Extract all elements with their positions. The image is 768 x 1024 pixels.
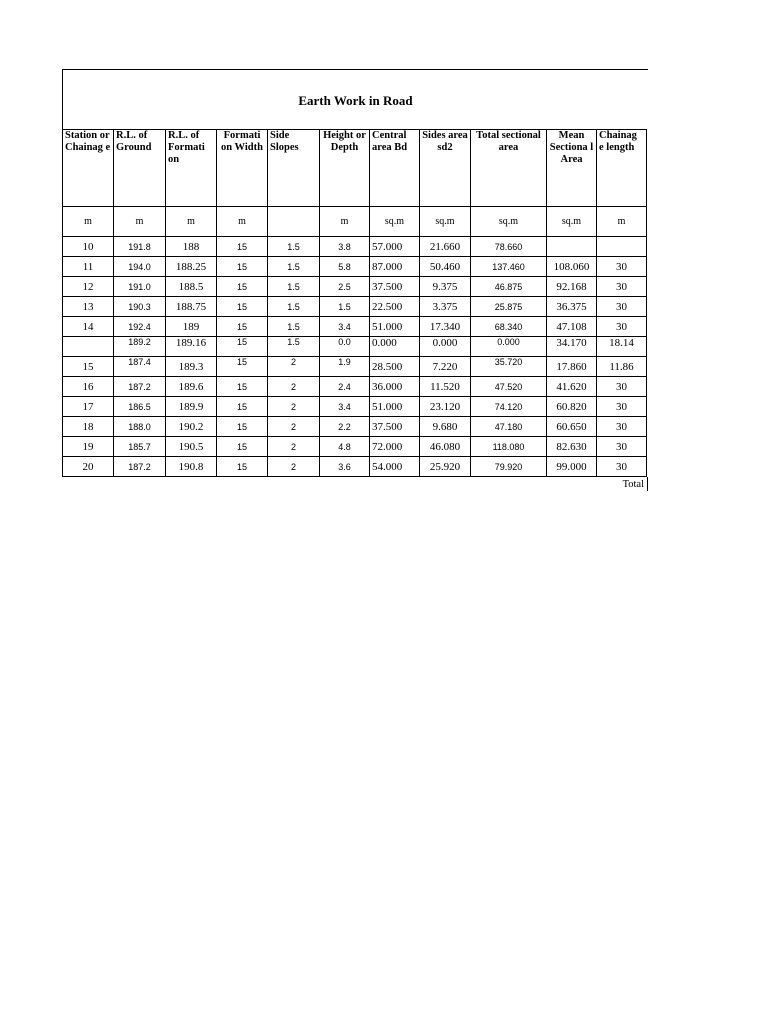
- table-row: [63, 297, 647, 317]
- table-cell: 2: [268, 357, 320, 377]
- table-cell: 192.4: [114, 317, 166, 337]
- table-row: [63, 357, 647, 377]
- table-cell: 30: [597, 377, 647, 397]
- unit-cell: [268, 207, 320, 237]
- table-cell: 186.5: [114, 397, 166, 417]
- table-cell: 1.5: [268, 237, 320, 257]
- table-cell: 47.520: [471, 377, 547, 397]
- table-cell: 188: [166, 237, 217, 257]
- sides-area-header: Sides area sd2: [420, 130, 471, 207]
- table-cell: 11.86: [597, 357, 647, 377]
- unit-cell: m: [166, 207, 217, 237]
- table-cell: 36.000: [370, 377, 420, 397]
- rl-ground-header: R.L. of Ground: [114, 130, 166, 207]
- table-cell: 15: [217, 237, 268, 257]
- table-cell: 25.875: [471, 297, 547, 317]
- table-cell: 1.5: [268, 337, 320, 357]
- table-row: [63, 457, 647, 477]
- table-cell: 22.500: [370, 297, 420, 317]
- table-row: [63, 277, 647, 297]
- table-cell: 18.14: [597, 337, 647, 357]
- table-cell: 11: [63, 257, 114, 277]
- table-cell: 12: [63, 277, 114, 297]
- total-label: Total: [622, 479, 644, 490]
- table-cell: 9.375: [420, 277, 471, 297]
- table-cell: 1.5: [268, 297, 320, 317]
- unit-cell: m: [597, 207, 647, 237]
- table-cell: 37.500: [370, 417, 420, 437]
- table-cell: 46.080: [420, 437, 471, 457]
- station-header: Station or Chainag e: [63, 130, 114, 207]
- units-row: [63, 207, 647, 237]
- table-cell: [597, 237, 647, 257]
- table-cell: 15: [217, 457, 268, 477]
- table-cell: 3.8: [320, 237, 370, 257]
- table-cell: 60.650: [547, 417, 597, 437]
- table-cell: 15: [217, 357, 268, 377]
- side-slopes-header: Side Slopes: [268, 130, 320, 207]
- table-cell: 30: [597, 317, 647, 337]
- earthwork-table: [62, 129, 647, 477]
- table-cell: 15: [217, 377, 268, 397]
- total-area-header: Total sectional area: [471, 130, 547, 207]
- unit-cell: m: [217, 207, 268, 237]
- table-cell: 30: [597, 397, 647, 417]
- table-cell: 51.000: [370, 317, 420, 337]
- table-cell: 30: [597, 297, 647, 317]
- table-cell: 41.620: [547, 377, 597, 397]
- unit-cell: m: [320, 207, 370, 237]
- table-cell: 30: [597, 437, 647, 457]
- table-cell: 92.168: [547, 277, 597, 297]
- table-cell: 21.660: [420, 237, 471, 257]
- table-cell: 82.630: [547, 437, 597, 457]
- table-cell: 189.2: [114, 337, 166, 357]
- table-cell: 15: [217, 337, 268, 357]
- table-cell: 118.080: [471, 437, 547, 457]
- table-cell: [63, 337, 114, 357]
- table-cell: 34.170: [547, 337, 597, 357]
- table-cell: 37.500: [370, 277, 420, 297]
- table-cell: 51.000: [370, 397, 420, 417]
- table-cell: 3.4: [320, 397, 370, 417]
- chainage-length-header: Chainag e length: [597, 130, 647, 207]
- table-cell: 47.108: [547, 317, 597, 337]
- table-cell: 15: [217, 257, 268, 277]
- table-cell: 25.920: [420, 457, 471, 477]
- table-cell: 137.460: [471, 257, 547, 277]
- table-cell: 60.820: [547, 397, 597, 417]
- table-cell: 54.000: [370, 457, 420, 477]
- table-cell: 18: [63, 417, 114, 437]
- table-cell: 187.2: [114, 457, 166, 477]
- table-cell: 2: [268, 417, 320, 437]
- table-cell: 189.16: [166, 337, 217, 357]
- unit-cell: m: [63, 207, 114, 237]
- table-cell: 30: [597, 457, 647, 477]
- table-cell: 2.5: [320, 277, 370, 297]
- table-cell: 47.180: [471, 417, 547, 437]
- table-cell: 2.4: [320, 377, 370, 397]
- table-cell: 5.8: [320, 257, 370, 277]
- formation-width-header: Formati on Width: [217, 130, 268, 207]
- table-cell: 17.340: [420, 317, 471, 337]
- table-row: [63, 317, 647, 337]
- total-row-edge: [647, 477, 648, 491]
- table-cell: 0.0: [320, 337, 370, 357]
- table-cell: 50.460: [420, 257, 471, 277]
- table-row: [63, 437, 647, 457]
- table-cell: 87.000: [370, 257, 420, 277]
- unit-cell: sq.m: [420, 207, 471, 237]
- table-cell: 2: [268, 437, 320, 457]
- table-cell: 188.0: [114, 417, 166, 437]
- table-cell: 108.060: [547, 257, 597, 277]
- table-cell: 99.000: [547, 457, 597, 477]
- table-cell: 68.340: [471, 317, 547, 337]
- table-cell: 15: [217, 297, 268, 317]
- table-cell: 30: [597, 417, 647, 437]
- table-cell: 187.4: [114, 357, 166, 377]
- table-cell: 188.5: [166, 277, 217, 297]
- table-cell: 57.000: [370, 237, 420, 257]
- spreadsheet: [62, 69, 648, 490]
- table-cell: 0.000: [471, 337, 547, 357]
- table-cell: 72.000: [370, 437, 420, 457]
- table-cell: 1.5: [320, 297, 370, 317]
- table-cell: 16: [63, 377, 114, 397]
- central-area-header: Central area Bd: [370, 130, 420, 207]
- table-cell: 15: [217, 397, 268, 417]
- table-cell: 2: [268, 457, 320, 477]
- table-cell: 189.9: [166, 397, 217, 417]
- table-cell: 188.25: [166, 257, 217, 277]
- unit-cell: sq.m: [471, 207, 547, 237]
- table-cell: 1.9: [320, 357, 370, 377]
- table-cell: 189: [166, 317, 217, 337]
- table-cell: 10: [63, 237, 114, 257]
- table-row: [63, 337, 647, 357]
- table-row: [63, 417, 647, 437]
- table-cell: 11.520: [420, 377, 471, 397]
- table-cell: 15: [63, 357, 114, 377]
- table-cell: 74.120: [471, 397, 547, 417]
- table-cell: 30: [597, 277, 647, 297]
- table-cell: 17: [63, 397, 114, 417]
- table-cell: 2: [268, 397, 320, 417]
- table-cell: 189.3: [166, 357, 217, 377]
- table-cell: 7.220: [420, 357, 471, 377]
- table-cell: 46.875: [471, 277, 547, 297]
- table-cell: 23.120: [420, 397, 471, 417]
- table-cell: 15: [217, 437, 268, 457]
- table-cell: 2.2: [320, 417, 370, 437]
- table-title: Earth Work in Road: [298, 93, 413, 108]
- table-cell: 190.8: [166, 457, 217, 477]
- table-cell: 1.5: [268, 277, 320, 297]
- table-cell: 1.5: [268, 317, 320, 337]
- table-cell: 36.375: [547, 297, 597, 317]
- table-cell: 35.720: [471, 357, 547, 377]
- header-row: [63, 130, 647, 207]
- table-cell: [547, 237, 597, 257]
- table-row: [63, 257, 647, 277]
- unit-cell: m: [114, 207, 166, 237]
- table-cell: 15: [217, 317, 268, 337]
- table-cell: 3.4: [320, 317, 370, 337]
- table-row: [63, 377, 647, 397]
- unit-cell: sq.m: [547, 207, 597, 237]
- table-cell: 194.0: [114, 257, 166, 277]
- table-cell: 17.860: [547, 357, 597, 377]
- table-cell: 28.500: [370, 357, 420, 377]
- table-cell: 3.6: [320, 457, 370, 477]
- table-cell: 14: [63, 317, 114, 337]
- table-cell: 3.375: [420, 297, 471, 317]
- table-cell: 190.5: [166, 437, 217, 457]
- table-cell: 79.920: [471, 457, 547, 477]
- table-cell: 185.7: [114, 437, 166, 457]
- table-cell: 191.0: [114, 277, 166, 297]
- table-cell: 2: [268, 377, 320, 397]
- table-cell: 187.2: [114, 377, 166, 397]
- unit-cell: sq.m: [370, 207, 420, 237]
- mean-area-header: Mean Sectiona l Area: [547, 130, 597, 207]
- table-cell: 15: [217, 417, 268, 437]
- table-cell: 190.3: [114, 297, 166, 317]
- table-cell: 0.000: [420, 337, 471, 357]
- table-cell: 188.75: [166, 297, 217, 317]
- table-cell: 19: [63, 437, 114, 457]
- table-cell: 9.680: [420, 417, 471, 437]
- table-cell: 20: [63, 457, 114, 477]
- table-cell: 1.5: [268, 257, 320, 277]
- table-row: [63, 237, 647, 257]
- title-cell: [62, 69, 648, 129]
- height-depth-header: Height or Depth: [320, 130, 370, 207]
- table-cell: 30: [597, 257, 647, 277]
- table-row: [63, 397, 647, 417]
- table-cell: 191.8: [114, 237, 166, 257]
- table-cell: 78.660: [471, 237, 547, 257]
- table-cell: 4.8: [320, 437, 370, 457]
- table-cell: 189.6: [166, 377, 217, 397]
- rl-formation-header: R.L. of Formati on: [166, 130, 217, 207]
- table-cell: 15: [217, 277, 268, 297]
- table-cell: 190.2: [166, 417, 217, 437]
- table-cell: 0.000: [370, 337, 420, 357]
- table-cell: 13: [63, 297, 114, 317]
